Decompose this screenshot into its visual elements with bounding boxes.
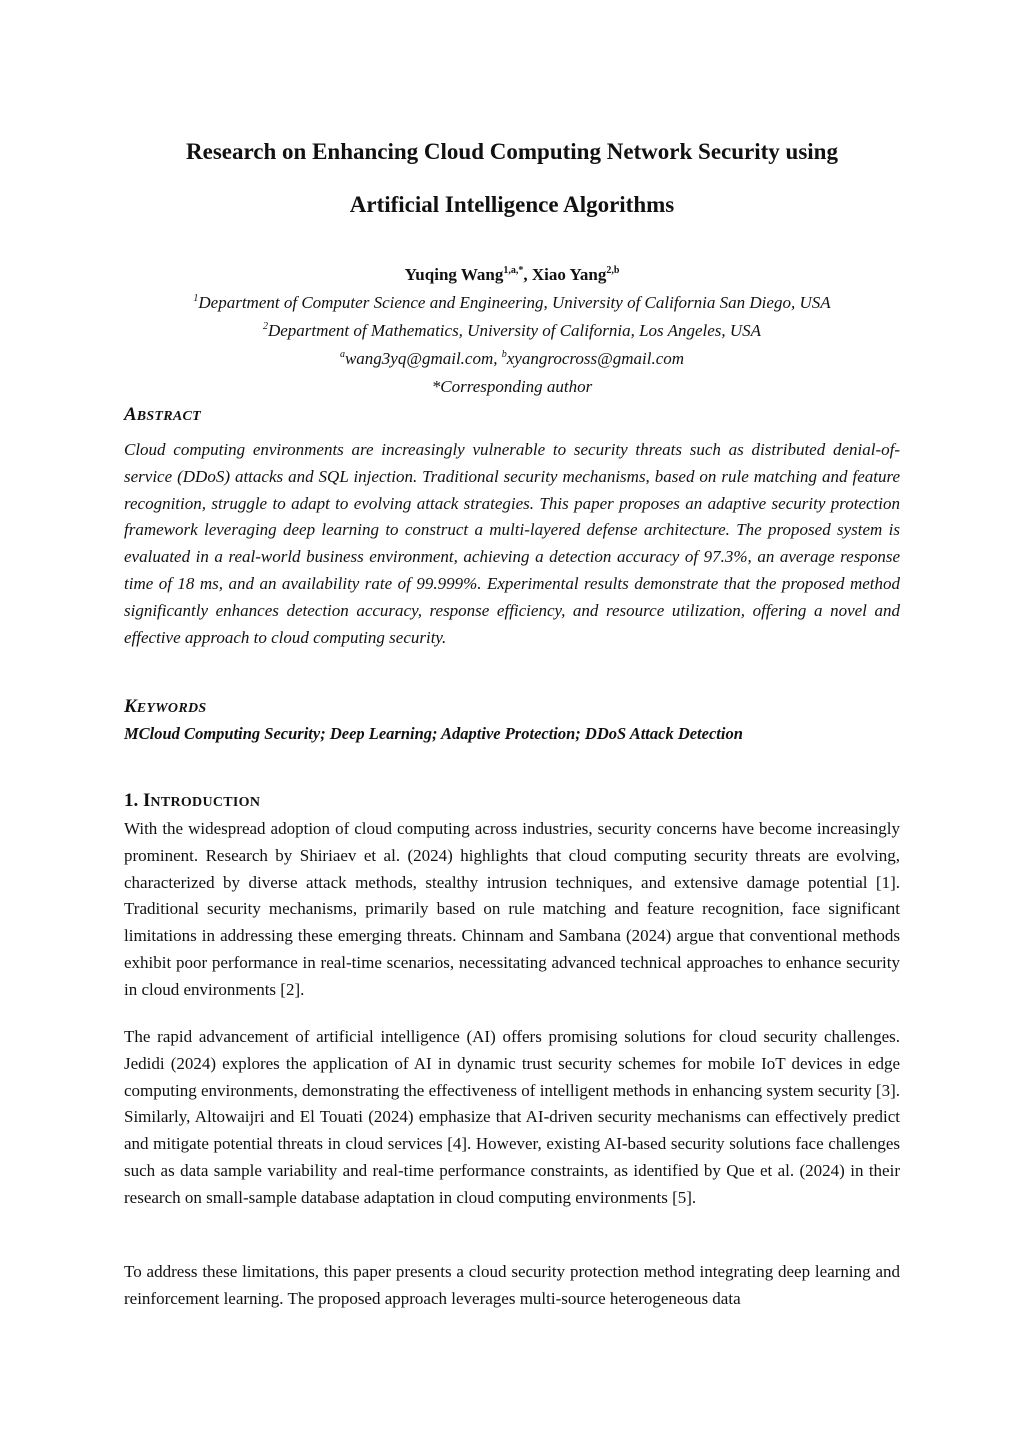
abstract-text: Cloud computing environments are increasingly vulnerable to security threats such as distributed denial-of-service (DDoS) attacks and SQL injection. Traditional security mechanisms, based on rule matching and feature recognition, struggle to adapt to evolving attack strategies. This paper proposes an adaptive security protection framework leveraging deep learning to construct a multi-layered defense architecture. The proposed system is evaluated in a real-world business environment, achieving a detection accuracy of 97.3%, an average response time of 18 ms, and an availability rate of 99.999%. Experimental results demonstrate that the proposed method significantly enhances detection accuracy, response efficiency, and resource utilization, offering a novel and effective approach to cloud computing security.	[124, 440, 900, 647]
author-emails	[60, 348, 964, 370]
keywords-heading	[124, 696, 206, 720]
introduction-paragraph: To address these limitations, this paper presents a cloud security protection method integrating deep learning and reinforcement learning. The proposed approach leverages multi-source heterogeneous data	[124, 1262, 900, 1308]
author-separator: ,	[523, 265, 532, 284]
heading-rest: NTRODUCTION	[150, 795, 261, 810]
affiliation-1	[60, 292, 964, 314]
heading-initial: K	[124, 696, 137, 717]
author-affiliation-marker: 2,b	[606, 265, 620, 276]
introduction-heading	[124, 790, 260, 814]
paper-title-line-1: Research on Enhancing Cloud Computing Network Security using	[186, 139, 838, 164]
email-marker: a	[339, 349, 345, 360]
email-address: xyangrocross@gmail.com	[506, 349, 685, 368]
keywords-text: MCloud Computing Security; Deep Learning; Adaptive Protection; DDoS Attack Detection	[124, 724, 743, 743]
introduction-paragraph: The rapid advancement of artificial intelligence (AI) offers promising solutions for cloud security challenges. Jedidi (2024) explores the application of AI in dynamic trust security schemes for mobile IoT devices in edge computing environments, demonstrating the effectiveness of intelligent methods in enhancing system security [3]. Similarly, Altowaijri and El Touati (2024) emphasize that AI-driven security mechanisms can effectively predict and mitigate potential threats in cloud services [4]. However, existing AI-based security solutions face challenges such as data sample variability and real-time performance constraints, as identified by Que et al. (2024) in their research on small-sample database adaptation in cloud computing environments [5].	[124, 1027, 900, 1207]
email-marker: b	[501, 349, 507, 360]
email-address: wang3yq@gmail.com	[344, 349, 494, 368]
affiliation-2	[60, 320, 964, 342]
paper-title-line-2: Artificial Intelligence Algorithms	[349, 192, 675, 217]
heading-number: 1.	[124, 790, 143, 811]
author-affiliation-marker: 1,a,*	[503, 265, 524, 276]
corresponding-author-note: *Corresponding author	[431, 377, 593, 396]
heading-rest: EYWORDS	[136, 701, 207, 716]
affiliation-marker: 2	[262, 321, 268, 332]
heading-initial: I	[143, 790, 151, 811]
email-separator: ,	[493, 349, 502, 368]
abstract-heading	[124, 404, 201, 428]
author-name: Xiao Yang	[531, 265, 607, 284]
affiliation-text: Department of Mathematics, University of California, Los Angeles, USA	[267, 321, 762, 340]
introduction-paragraph: With the widespread adoption of cloud computing across industries, security concerns have become increasingly prominent. Research by Shiriaev et al. (2024) highlights that cloud computing security threats are evolving, characterized by diverse attack methods, stealthy intrusion techniques, and extensive damage potential [1]. Traditional security mechanisms, primarily based on rule matching and feature recognition, face significant limitations in addressing these emerging threats. Chinnam and Sambana (2024) argue that conventional methods exhibit poor performance in real-time scenarios, necessitating advanced technical approaches to enhance security in cloud environments [2].	[124, 819, 900, 999]
author-list	[60, 264, 964, 286]
author-name: Yuqing Wang	[404, 265, 504, 284]
affiliation-text: Department of Computer Science and Engineering, University of California San Diego, USA	[198, 293, 831, 312]
affiliation-marker: 1	[193, 293, 199, 304]
heading-initial: A	[124, 404, 137, 425]
heading-rest: BSTRACT	[136, 409, 202, 424]
